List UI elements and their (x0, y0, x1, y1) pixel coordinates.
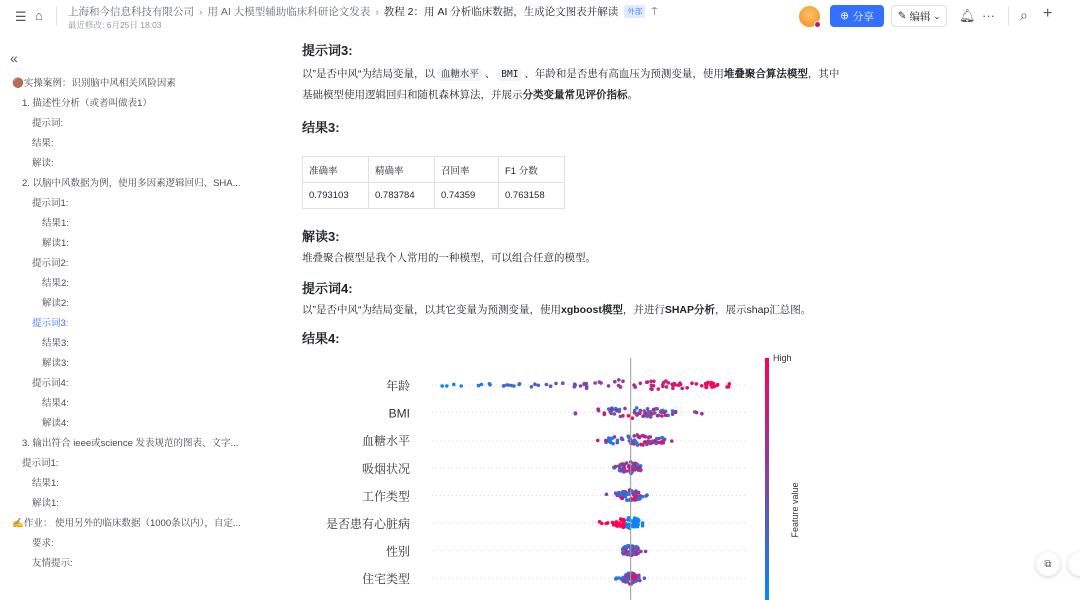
feature-label: 年龄 (385, 379, 410, 393)
toc-item[interactable]: 要求: (32, 538, 54, 549)
toc-item[interactable]: 解读: (32, 158, 54, 169)
shap-point (626, 544, 630, 548)
feature-label: 吸烟状况 (361, 461, 410, 476)
shap-point (488, 382, 492, 386)
copy-button[interactable] (1036, 552, 1060, 576)
divider (1008, 7, 1009, 25)
shap-point (574, 412, 578, 416)
shap-point (659, 441, 663, 445)
shap-point (666, 381, 670, 385)
toc-item[interactable]: 🟤实操案例：识别脑中风相关风险因素 (12, 78, 176, 89)
shap-point (633, 516, 637, 520)
shap-point (607, 384, 611, 388)
breadcrumb-separator: › (199, 6, 203, 18)
pen-icon: ✎ (897, 10, 907, 22)
toc-item[interactable]: 结果1: (42, 218, 69, 229)
shap-point (665, 385, 669, 389)
shap-point (636, 463, 640, 467)
shap-point (623, 579, 627, 583)
toc-item[interactable]: 结果2: (42, 278, 69, 289)
pin-icon[interactable]: ⍑ (651, 6, 658, 18)
shap-point (440, 384, 444, 388)
shap-point (649, 435, 653, 439)
shap-point (582, 383, 586, 387)
shap-point (725, 385, 729, 389)
shap-point (545, 383, 549, 387)
shap-point (502, 384, 506, 388)
heading-result4: 结果4: (302, 331, 340, 346)
shap-point (651, 441, 655, 445)
shap-point (621, 490, 625, 494)
shap-point (619, 415, 623, 419)
toc-item[interactable]: 提示词3: (32, 318, 69, 329)
shap-point (670, 439, 674, 443)
help-button[interactable] (1068, 552, 1080, 576)
shap-point (611, 521, 615, 525)
shap-point (616, 439, 620, 443)
shap-point (635, 551, 639, 555)
shap-point (636, 548, 640, 552)
shap-point (477, 384, 481, 388)
shap-point (606, 521, 610, 525)
shap-point (641, 524, 645, 528)
shap-point (662, 381, 666, 385)
shap-point (644, 550, 648, 554)
shap-point (705, 384, 709, 388)
colorbar (765, 358, 769, 600)
shap-point (657, 414, 661, 418)
shap-point (585, 387, 589, 391)
heading-result3: 结果3: (302, 120, 340, 135)
shap-point (530, 385, 534, 389)
toc-item[interactable]: 解读2: (42, 298, 69, 309)
shap-point (598, 520, 602, 524)
toc-item[interactable]: 解读1: (42, 238, 69, 249)
shap-point (643, 435, 647, 439)
shap-point (621, 549, 625, 553)
shap-point (700, 412, 704, 416)
plus-icon[interactable]: + (1043, 5, 1053, 22)
shap-point (633, 411, 637, 415)
shap-point (445, 384, 449, 388)
shap-point (510, 384, 514, 388)
shap-point (670, 383, 674, 387)
shap-point (614, 491, 618, 495)
toc-item[interactable]: 提示词1: (22, 458, 59, 469)
shap-point (633, 548, 637, 552)
shap-point (627, 414, 631, 418)
shap-point (620, 497, 624, 501)
shap-point (695, 411, 699, 415)
shap-point (643, 412, 647, 416)
shap-point (561, 381, 565, 385)
shap-point (620, 437, 624, 441)
shap-point (621, 462, 625, 466)
shap-point (452, 383, 456, 387)
shap-point (685, 386, 689, 390)
shap-point (643, 576, 647, 580)
shap-point (639, 443, 643, 447)
shap-point (679, 383, 683, 387)
shap-point (680, 387, 684, 391)
shap-point (629, 497, 633, 501)
shap-point (652, 408, 656, 412)
copy-icon: ⧉ (1044, 558, 1052, 570)
shap-point (621, 379, 625, 383)
feature-label: 住宅类型 (361, 572, 410, 587)
top-bar (0, 0, 1080, 34)
shap-point (608, 439, 612, 443)
feature-label: 工作类型 (361, 489, 410, 504)
shap-point (536, 384, 540, 388)
toc-item[interactable]: 2. 以脑中风数据为例，使用多因素逻辑回归、SHA... (22, 178, 241, 189)
shap-point (613, 412, 617, 416)
home-icon[interactable]: ⌂ (35, 8, 43, 23)
status-dot (814, 21, 821, 28)
shap-summary-chart (310, 348, 830, 600)
toc-item[interactable]: 解读4: (42, 418, 69, 429)
shap-point (631, 525, 635, 529)
shap-point (613, 435, 617, 439)
toc-item[interactable]: 解读3: (42, 358, 69, 369)
bell-icon[interactable]: 🔔︎ (959, 8, 976, 23)
shap-point (700, 384, 704, 388)
shap-point (646, 380, 650, 384)
breadcrumb-item[interactable]: 上海和今信息科技有限公司 (68, 6, 194, 18)
colorbar-high-label: High (773, 353, 792, 363)
shap-point (619, 517, 623, 521)
shap-point (645, 415, 649, 419)
toc-item[interactable]: 3. 输出符合 ieee或science 发表规范的图表、文字... (22, 438, 239, 449)
shap-point (632, 520, 636, 524)
shap-point (712, 382, 716, 386)
shap-point (646, 407, 650, 411)
toc-item[interactable]: 结果4: (42, 398, 69, 409)
toc-item[interactable]: 结果: (32, 138, 54, 149)
metrics-table (302, 156, 565, 209)
shap-point (459, 384, 463, 388)
globe-icon: ⊕ (840, 10, 849, 22)
shap-point (649, 387, 653, 391)
shap-point (627, 516, 631, 520)
shap-point (623, 407, 627, 411)
shap-point (633, 438, 637, 442)
last-modified: 最近修改: 6月25日 18:03 (68, 20, 162, 30)
shap-point (598, 380, 602, 384)
interp3-text: 堆叠聚合模型是我个人常用的一种模型，可以组合任意的模型。 (302, 252, 596, 264)
table-of-contents (0, 74, 260, 574)
toc-item[interactable]: 提示词1: (32, 198, 69, 209)
shap-point (653, 411, 657, 415)
shap-point (622, 468, 626, 472)
shap-point (636, 498, 640, 502)
feature-label: 性别 (385, 544, 410, 559)
toc-item[interactable]: 提示词: (32, 118, 64, 129)
share-button[interactable] (830, 5, 884, 27)
shap-point (633, 385, 637, 389)
chevron-down-icon: ⌄ (933, 11, 941, 21)
table-header-cell: 精确率 (369, 157, 435, 183)
shap-point (654, 442, 658, 446)
shap-point (554, 382, 558, 386)
shap-point (579, 384, 583, 388)
shap-point (624, 575, 628, 579)
toc-item[interactable]: 提示词2: (32, 258, 69, 269)
shap-point (648, 441, 652, 445)
shap-point (533, 382, 537, 386)
shap-point (596, 408, 600, 412)
breadcrumb-item[interactable]: 用 AI 大模型辅助临床科研论文发表 (207, 6, 371, 18)
shap-point (613, 380, 617, 384)
shap-point (624, 495, 628, 499)
toc-item[interactable]: 1. 描述性分析（或者叫做表1） (22, 98, 152, 109)
feature-label: 血糖水平 (361, 434, 410, 449)
table-header-row (303, 157, 565, 183)
shap-point (633, 577, 637, 581)
prompt4-text: 以”是否中风“为结局变量，以其它变量为预测变量，使用xgboost模型，并进行SHAP分析，展示shap汇总图。 (302, 304, 812, 316)
table-header-cell: 召回率 (435, 157, 499, 183)
shap-point (617, 384, 621, 388)
shap-point (671, 386, 675, 390)
heading-prompt3: 提示词3: (302, 43, 353, 58)
shap-point (593, 381, 597, 385)
shap-point (650, 383, 654, 387)
prompt3-text: 以”是否中风“为结局变量，以 血糖水平 、 BMI 、年龄和是否患有高血压为预测变量，使用堆叠聚合算法模型，其中基础模型使用逻辑回归和随机森林算法，并展示分类变量常见评价指标。 (302, 68, 840, 101)
shap-point (618, 408, 622, 412)
shap-point (660, 414, 664, 418)
shap-point (635, 406, 639, 410)
external-badge: 外部 (624, 5, 645, 18)
shap-point (637, 575, 641, 579)
shap-point (639, 468, 643, 472)
toc-item[interactable]: 解读1: (32, 498, 59, 509)
table-header-cell: 准确率 (303, 157, 369, 183)
shap-point (633, 498, 637, 502)
shap-point (505, 383, 509, 387)
heading-prompt4: 提示词4: (302, 281, 353, 296)
search-icon[interactable]: ⌕ (1020, 7, 1028, 23)
shap-point (627, 434, 631, 438)
breadcrumb (68, 4, 658, 19)
shap-point (605, 493, 609, 497)
shap-point (674, 410, 678, 414)
shap-point (652, 380, 656, 384)
shap-point (636, 433, 640, 437)
table-cell: 0.763158 (499, 183, 565, 209)
shap-point (660, 411, 664, 415)
edit-button[interactable] (891, 5, 947, 27)
toc-item[interactable]: ✍️作业： 使用另外的临床数据（1000条以内），自定... (12, 518, 241, 529)
more-icon[interactable]: ··· (982, 8, 995, 23)
edit-label: 编辑 (909, 10, 931, 23)
colorbar-axis-label: Feature value (790, 482, 800, 538)
toc-item[interactable]: 结果3: (42, 338, 69, 349)
toc-item[interactable]: 提示词4: (32, 378, 69, 389)
shap-point (634, 491, 638, 495)
shap-point (655, 437, 659, 441)
toggle-outline-icon[interactable]: ☰ (15, 9, 27, 24)
shap-point (638, 410, 642, 414)
shap-point (620, 494, 624, 498)
shap-point (613, 466, 617, 470)
shap-point (617, 491, 621, 495)
shap-point (611, 442, 615, 446)
shap-point (695, 382, 699, 386)
document-body (302, 38, 842, 347)
shap-point (615, 576, 619, 580)
shap-point (644, 440, 648, 444)
shap-point (639, 382, 643, 386)
divider (56, 7, 57, 25)
shap-point (573, 382, 577, 386)
shap-point (632, 434, 636, 438)
toc-item[interactable]: 友情提示: (32, 558, 73, 569)
shap-point (518, 382, 522, 386)
heading-interp3: 解读3: (302, 229, 340, 244)
shap-point (636, 523, 640, 527)
share-label: 分享 (852, 10, 874, 23)
collapse-sidebar-icon[interactable]: « (10, 50, 18, 66)
shap-point (617, 521, 621, 525)
page-title: 教程 2：用 AI 分析临床数据，生成论文图表并解读 (383, 6, 619, 18)
avatar[interactable] (799, 6, 820, 27)
shap-point (635, 441, 639, 445)
table-cell: 0.793103 (303, 183, 369, 209)
feature-label: BMI (388, 406, 410, 421)
shap-point (657, 387, 661, 391)
shap-point (690, 381, 694, 385)
shap-point (596, 439, 600, 443)
shap-point (549, 384, 553, 388)
shap-point (608, 410, 612, 414)
shap-point (716, 383, 720, 387)
table-row (303, 183, 565, 209)
feature-label: 是否患有心脏病 (325, 517, 410, 531)
shap-point (625, 499, 629, 503)
shap-point (630, 545, 634, 549)
table-header-cell: F1 分数 (499, 157, 565, 183)
shap-point (603, 413, 607, 417)
shap-point (660, 436, 664, 440)
shap-point (617, 378, 621, 382)
table-cell: 0.74359 (435, 183, 499, 209)
shap-point (644, 494, 648, 498)
toc-item[interactable]: 结果1: (32, 478, 59, 489)
breadcrumb-separator: › (375, 6, 379, 18)
table-cell: 0.783784 (369, 183, 435, 209)
